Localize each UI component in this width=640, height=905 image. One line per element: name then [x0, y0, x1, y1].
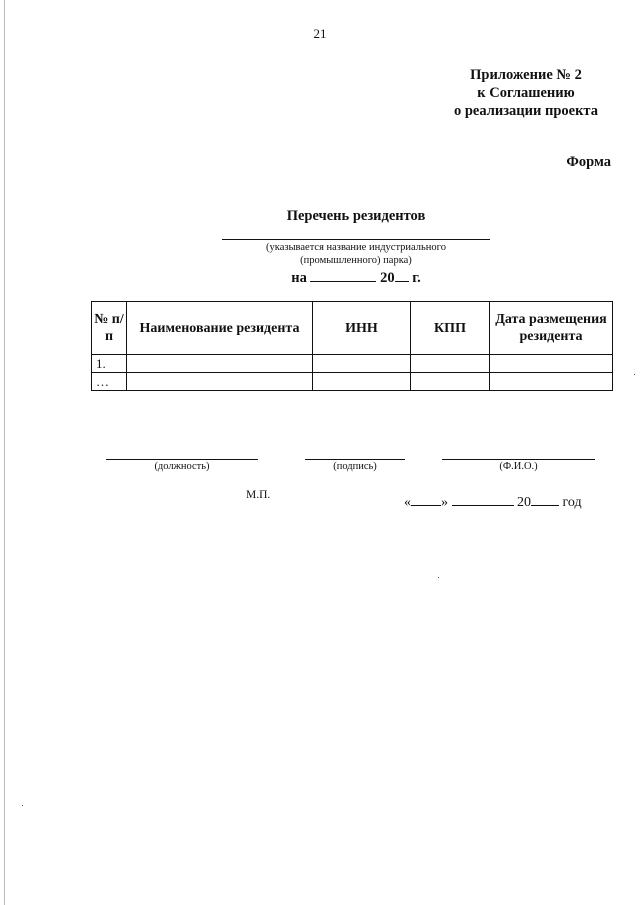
cell-kpp — [411, 355, 490, 373]
cell-name — [127, 373, 313, 391]
close-quote: » — [441, 495, 448, 510]
cell-name — [127, 355, 313, 373]
form-label: Форма — [566, 154, 611, 170]
fio-caption: (Ф.И.О.) — [499, 461, 538, 472]
scan-speck — [634, 374, 635, 375]
appendix-line-2: к Соглашению — [477, 85, 575, 101]
cell-date — [490, 373, 613, 391]
sign-suffix: год — [562, 495, 582, 510]
header-num: № п/п — [92, 302, 127, 355]
date-blank-year — [395, 268, 409, 282]
scan-speck — [22, 805, 23, 806]
date-year-prefix: 20 — [380, 270, 395, 286]
cell-kpp — [411, 373, 490, 391]
position-caption: (должность) — [154, 461, 210, 472]
park-name-line — [222, 239, 490, 240]
stamp-label: М.П. — [246, 489, 271, 501]
sign-year-blank — [531, 492, 559, 506]
signing-date — [404, 492, 582, 511]
date-suffix: г. — [412, 270, 421, 286]
sign-year-prefix: 20 — [517, 495, 531, 510]
sign-month-blank — [452, 492, 514, 506]
appendix-line-3: о реализации проекта — [453, 103, 598, 119]
table-row — [92, 373, 613, 391]
cell-inn — [313, 373, 411, 391]
appendix-heading — [454, 66, 598, 120]
appendix-line-1: Приложение № 2 — [470, 67, 582, 83]
table-header-row — [92, 302, 613, 355]
header-name: Наименование резидента — [127, 302, 313, 355]
park-name-hint — [236, 241, 476, 267]
cell-inn — [313, 355, 411, 373]
header-date: Дата размещения резидента — [490, 302, 613, 355]
park-hint-line-2: (промышленного) парка) — [300, 255, 412, 266]
open-quote: « — [404, 495, 411, 510]
cell-date — [490, 355, 613, 373]
page-number: 21 — [313, 26, 327, 41]
residents-table — [91, 301, 613, 391]
signature-caption: (подпись) — [333, 461, 377, 472]
position-line — [106, 459, 258, 460]
date-prefix: на — [291, 270, 307, 286]
scan-speck — [438, 577, 439, 578]
date-line — [0, 268, 640, 287]
header-inn: ИНН — [313, 302, 411, 355]
cell-num: 1. — [92, 355, 127, 373]
sign-day-blank — [411, 492, 441, 506]
date-blank-day-month — [310, 268, 376, 282]
header-kpp: КПП — [411, 302, 490, 355]
cell-num: … — [92, 373, 127, 391]
document-title: Перечень резидентов — [286, 208, 426, 224]
table-row — [92, 355, 613, 373]
scan-edge-left — [4, 0, 5, 905]
fio-line — [442, 459, 595, 460]
signature-line — [305, 459, 405, 460]
park-hint-line-1: (указывается название индустриального — [266, 242, 446, 253]
